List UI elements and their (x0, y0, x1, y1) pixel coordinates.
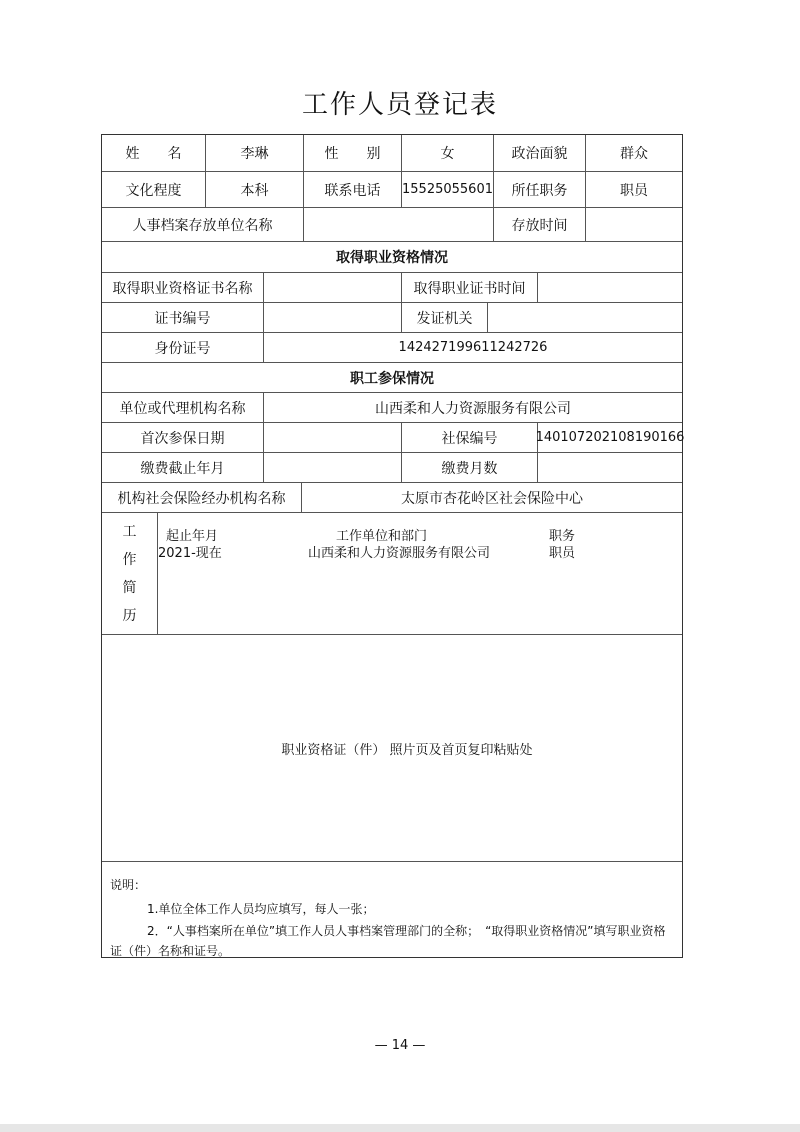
paid-until-label: 缴费截止年月 (102, 453, 264, 483)
paid-until-value[interactable] (264, 453, 402, 483)
name-label: 姓 名 (102, 135, 206, 172)
cert-name-value[interactable] (264, 273, 402, 303)
cert-no-value[interactable] (264, 303, 402, 333)
ss-no-label: 社保编号 (402, 423, 538, 453)
political-value[interactable]: 群众 (586, 135, 682, 172)
history-row-period: 2021-现在 (158, 546, 222, 561)
archive-time-label: 存放时间 (494, 208, 586, 242)
issuer-value[interactable] (488, 303, 682, 333)
agency-label: 单位或代理机构名称 (102, 393, 264, 423)
history-content[interactable] (158, 513, 682, 635)
id-label: 身份证号 (102, 333, 264, 363)
education-value[interactable]: 本科 (206, 172, 304, 208)
cert-time-label: 取得职业证书时间 (402, 273, 538, 303)
history-label-char: 作 (122, 551, 137, 568)
notes-line-2: 2．“人事档案所在单位”填工作人员人事档案管理部门的全称； “取得职业资格情况”填写职业资格 (147, 924, 666, 938)
id-value[interactable]: 142427199611242726 (264, 333, 682, 363)
first-date-value[interactable] (264, 423, 402, 453)
notes-line-3: 证（件）名称和证号。 (110, 944, 231, 958)
paid-months-label: 缴费月数 (402, 453, 538, 483)
history-label (102, 513, 158, 635)
issuer-label: 发证机关 (402, 303, 488, 333)
scan-edge (0, 1124, 800, 1132)
history-col-period: 起止年月 (166, 529, 219, 544)
first-date-label: 首次参保日期 (102, 423, 264, 453)
page-title: 工作人员登记表 (301, 90, 498, 120)
phone-value[interactable]: 15525055601 (402, 172, 494, 208)
registration-form (101, 134, 683, 958)
office-value[interactable]: 太原市杏花岭区社会保险中心 (302, 483, 682, 513)
history-label-char: 工 (122, 523, 137, 540)
paid-months-value[interactable] (538, 453, 682, 483)
archive-time-value[interactable] (586, 208, 682, 242)
cert-time-value[interactable] (538, 273, 682, 303)
notes-line-1: 1.单位全体工作人员均应填写，每人一张； (147, 902, 375, 916)
gender-label: 性 别 (304, 135, 402, 172)
archive-unit-value[interactable] (304, 208, 494, 242)
qualification-section-title: 取得职业资格情况 (102, 242, 682, 273)
history-row-unit: 山西柔和人力资源服务有限公司 (308, 546, 491, 561)
history-col-unit: 工作单位和部门 (336, 529, 428, 544)
ss-no-value[interactable]: 140107202108190166 (538, 423, 682, 453)
agency-value[interactable]: 山西柔和人力资源服务有限公司 (264, 393, 682, 423)
insurance-section-title: 职工参保情况 (102, 363, 682, 393)
history-row-title: 职员 (549, 546, 576, 561)
history-label-char: 历 (122, 607, 137, 624)
archive-unit-label: 人事档案存放单位名称 (102, 208, 304, 242)
notes-heading: 说明： (110, 878, 147, 892)
notes (102, 862, 682, 958)
cert-no-label: 证书编号 (102, 303, 264, 333)
gender-value[interactable]: 女 (402, 135, 494, 172)
photo-paste-area[interactable]: 职业资格证（件） 照片页及首页复印粘贴处 (102, 635, 682, 862)
education-label: 文化程度 (102, 172, 206, 208)
cert-name-label: 取得职业资格证书名称 (102, 273, 264, 303)
position-label: 所任职务 (494, 172, 586, 208)
phone-label: 联系电话 (304, 172, 402, 208)
history-label-char: 简 (122, 579, 137, 596)
political-label: 政治面貌 (494, 135, 586, 172)
page-number: — 14 — (374, 1038, 426, 1053)
office-label: 机构社会保险经办机构名称 (102, 483, 302, 513)
history-col-title: 职务 (549, 529, 576, 544)
name-value[interactable]: 李琳 (206, 135, 304, 172)
position-value[interactable]: 职员 (586, 172, 682, 208)
